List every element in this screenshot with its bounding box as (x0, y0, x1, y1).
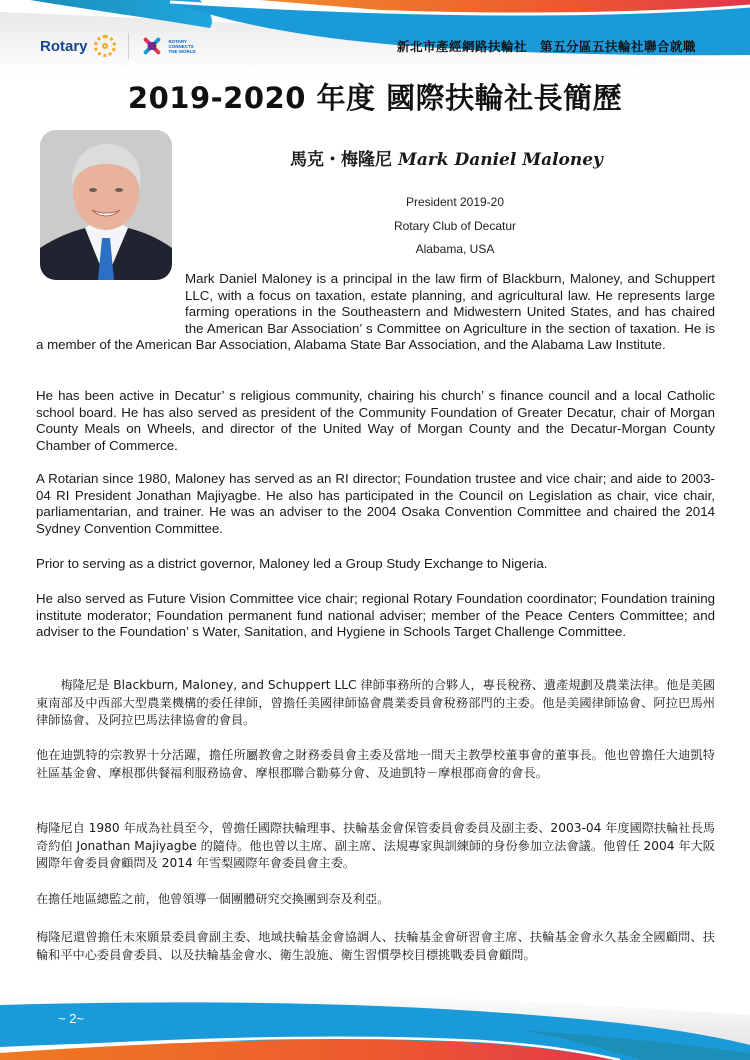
page-title: 2019-2020 年度 國際扶輪社長簡歷 (127, 81, 623, 115)
bio-chinese-paragraph-2 (36, 747, 715, 782)
page-number: ~ 2~ (58, 1011, 85, 1026)
footer-banner (0, 975, 750, 1060)
theme-logo-text: ROTARY CONNECTS THE WORLD (168, 38, 196, 54)
bio-chinese-paragraph-1 (36, 677, 715, 730)
bio-chinese-paragraph-3 (36, 820, 715, 873)
bio-chinese-paragraph-4 (36, 891, 715, 909)
name-english: Mark Daniel Maloney (398, 150, 603, 170)
bio-zh-text: 梅隆尼是 Blackburn, Maloney, and Schuppert LLC 律師事務所的合夥人，專長稅務、遺產規劃及農業法律。他是美國東南部及中西部大型農業機構的委任律師，曾擔任美國律師協會農業委員會稅務部門的主委。他是美國律師協會、阿拉巴馬州律師協會、及阿拉巴馬法律協會的會員。 (36, 678, 715, 727)
bio-chinese-paragraph-5 (36, 929, 715, 964)
portrait-photo (40, 130, 172, 280)
rotary-wordmark: Rotary (40, 37, 88, 55)
bio-zh-text: 梅隆尼自 1980 年成為社員至今，曾擔任國際扶輪理事、扶輪基金會保管委員會委員及副主委、2003-04 年度國際扶輪社長馬奇約伯 Jonathan Majiyagbe 的隨侍。他也曾以主席、副主席、法規專家與訓練師的身份參加立法會議。他曾任 2004 年大阪國際年會委員會顧問及 2014 年雪梨國際年會委員會主委。 (36, 821, 715, 870)
bio-zh-text: 在擔任地區總監之前，他曾領導一個團體研究交換團到奈及利亞。 (36, 892, 390, 906)
bio-en-text: Prior to serving as a district governor, Maloney led a Group Study Exchange to Nigeria. (36, 556, 548, 571)
info-title: President 2019-20 (405, 195, 505, 209)
portrait-illustration-icon (40, 130, 172, 280)
bio-en-text: He also served as Future Vision Committee vice chair; regional Rotary Foundation coordinator; Foundation training institute moderator; Foundation permanent fund national adviser; member of the Peace Centers Committee; and adviser to the Foundation’ s Water, Sanitation, and Hygiene in Schools Target Challenge Committee. (36, 591, 715, 640)
rotary-logo (40, 33, 199, 59)
bio-en-text: He has been active in Decatur’ s religious community, chairing his church’ s finance council and a local Catholic school board. He has also served as president of the Community Foundation of Greater Decatur, chair of Morgan County Meals on Wheels, and director of the United Way of Morgan County and the Decatur-Morgan County Chamber of Commerce. (36, 388, 715, 453)
bio-zh-text: 他在迪凱特的宗教界十分活躍，擔任所屬教會之財務委員會主委及當地一間天主教學校董事會的董事長。他也曾擔任大迪凱特社區基金會、摩根郡供餐福利服務協會、摩根郡聯合勸募分會、及迪凱特－摩根郡商會的會長。 (36, 748, 715, 780)
profile-info (290, 191, 620, 262)
logo-divider (128, 33, 129, 59)
bio-en-text: A Rotarian since 1980, Maloney has served as an RI director; Foundation trustee and vice chair; and aide to 2003-04 RI President Jonathan Majiyagbe. He also has participated in the Council on Legislation as chair, vice chair, parliamentarian, and trainer. He was an adviser to the 2004 Osaka Convention Committee and chaired the 2014 Sydney Convention Committee. (36, 471, 715, 536)
rotary-wheel-icon (94, 35, 116, 57)
rotary-connects-world-icon (141, 35, 163, 57)
bio-english-paragraph-5 (36, 591, 715, 641)
bio-english-paragraph-3 (36, 471, 715, 537)
bio-english-paragraph-1 (36, 271, 715, 354)
info-club: Rotary Club of Decatur (393, 218, 517, 233)
name-chinese: 馬克・梅隆尼 (290, 150, 392, 170)
bio-zh-text: 梅隆尼還曾擔任未來願景委員會副主委、地域扶輪基金會協調人、扶輪基金會研習會主席、扶輪基金會永久基金全國顧問、扶輪和平中心委員會委員、以及扶輪基金會水、衛生設施、衛生習慣學校目標挑戰委員會顧問。 (36, 930, 715, 962)
profile-name (290, 145, 603, 170)
bio-en-text: Mark Daniel Maloney is a principal in the law firm of Blackburn, Maloney, and Schuppert LLC, with a focus on taxation, estate planning, and agricultural law. He represents large farming operations in the Southeastern and Midwestern United States, and has chaired the American Bar Association’ s Committee on Agriculture in the section of taxation. He is a member of the American Bar Association, Alabama State Bar Association, and the Alabama Law Institute. (36, 271, 715, 353)
header-club-text: 新北市產經網路扶輪社 第五分區五扶輪社聯合就職 (397, 39, 697, 54)
info-location: Alabama, USA (415, 242, 495, 256)
bio-english-paragraph-2 (36, 388, 715, 454)
bio-english-paragraph-4 (36, 556, 715, 573)
